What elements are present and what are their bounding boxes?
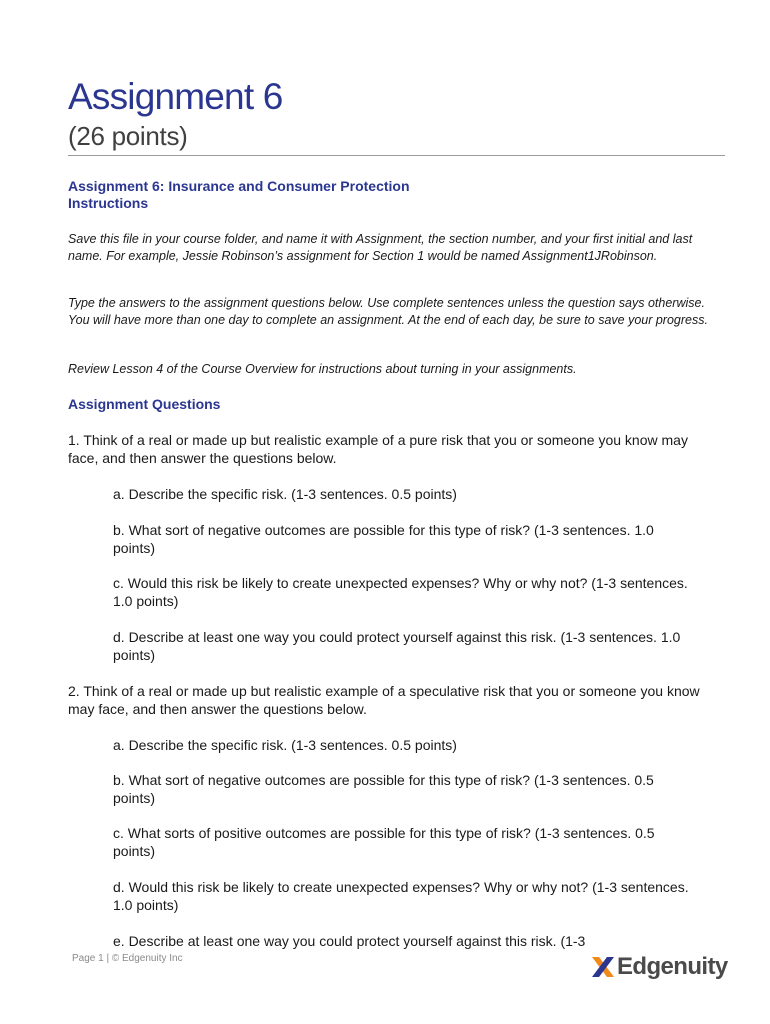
question-part: a. Describe the specific risk. (1-3 sentences. 0.5 points) — [113, 737, 457, 753]
question-part: d. Would this risk be likely to create unexpected expenses? Why or why not? (1-3 sentences. 1.0 points) — [113, 879, 689, 913]
instruction-paragraph: Save this file in your course folder, and name it with Assignment, the section number, and your first initial and last name. For example, Jessie Robinson’s assignment for Section 1 would be named Assignment1JRobinson. — [68, 232, 693, 263]
question-part: d. Describe at least one way you could protect yourself against this risk. (1-3 sentences. 1.0 points) — [113, 629, 681, 663]
page-title: Assignment 6 — [68, 76, 283, 117]
page-subtitle: (26 points) — [68, 121, 188, 151]
question-part: c. What sorts of positive outcomes are possible for this type of risk? (1-3 sentences. 0.5 points) — [113, 825, 655, 859]
questions-heading: Assignment Questions — [68, 396, 221, 412]
question-part: b. What sort of negative outcomes are possible for this type of risk? (1-3 sentences. 1.0 points) — [113, 522, 654, 556]
logo-wordmark: Edgenuity — [617, 953, 728, 980]
page-footer: Page 1 | © Edgenuity Inc — [72, 953, 183, 964]
question-part: c. Would this risk be likely to create unexpected expenses? Why or why not? (1-3 sentences. 1.0 points) — [113, 575, 688, 609]
title-divider — [68, 155, 725, 156]
edgenuity-x-icon — [590, 954, 616, 980]
instruction-paragraph: Review Lesson 4 of the Course Overview for instructions about turning in your assignments. — [68, 362, 577, 376]
question-part: e. Describe at least one way you could protect yourself against this risk. (1-3 — [113, 933, 586, 949]
instructions-heading: Instructions — [68, 195, 149, 211]
question-part: b. What sort of negative outcomes are possible for this type of risk? (1-3 sentences. 0.5 points) — [113, 772, 654, 806]
question-2: 2. Think of a real or made up but realistic example of a speculative risk that you or someone you know may face, and then answer the questions below. — [68, 683, 700, 717]
question-part: a. Describe the specific risk. (1-3 sentences. 0.5 points) — [113, 486, 457, 502]
instruction-paragraph: Type the answers to the assignment questions below. Use complete sentences unless the question says otherwise. You will have more than one day to complete an assignment. At the end of each day, be sure to save your progress. — [68, 296, 708, 327]
question-1: 1. Think of a real or made up but realistic example of a pure risk that you or someone you know may face, and then answer the questions below. — [68, 432, 688, 466]
edgenuity-logo — [590, 952, 735, 986]
section-heading: Assignment 6: Insurance and Consumer Protection — [68, 178, 410, 194]
